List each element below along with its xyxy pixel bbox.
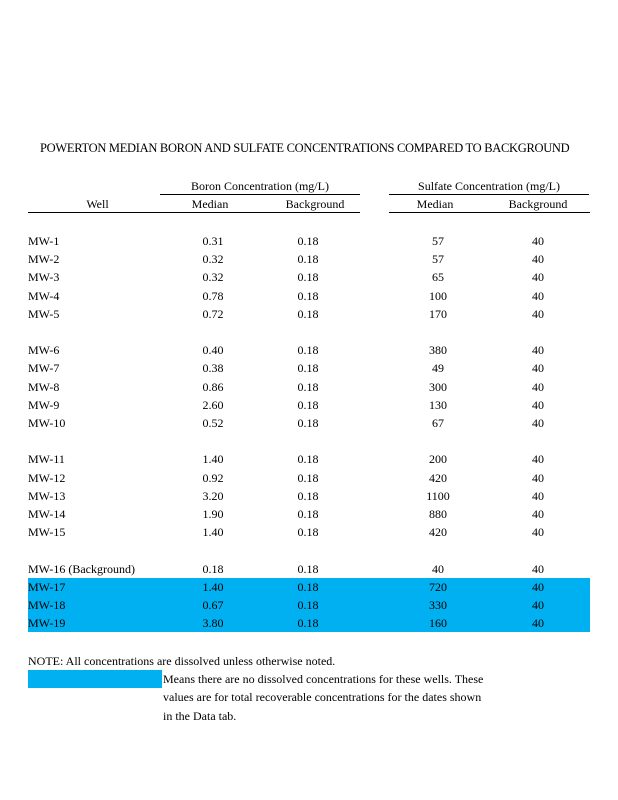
cell-sulfate-background: 40 — [532, 343, 544, 358]
cell-sulfate-background: 40 — [532, 616, 544, 631]
header-underline-right — [389, 212, 590, 213]
cell-boron-median: 0.32 — [202, 270, 224, 285]
cell-well: MW-16 (Background) — [28, 561, 135, 576]
cell-well: MW-1 — [28, 234, 60, 248]
cell-boron-background: 0.18 — [297, 507, 319, 521]
table-row — [28, 578, 590, 596]
cell-sulfate-median: 380 — [429, 343, 447, 358]
cell-sulfate-background: 40 — [532, 416, 544, 430]
cell-boron-median: 3.80 — [202, 616, 224, 631]
table-row — [28, 396, 590, 414]
cell-well: MW-8 — [28, 379, 60, 394]
cell-well: MW-6 — [28, 343, 60, 358]
cell-well: MW-2 — [28, 252, 60, 267]
cell-boron-median: 2.60 — [202, 397, 224, 412]
boron-background-header: Background — [285, 197, 345, 211]
cell-boron-background: 0.18 — [297, 361, 319, 376]
cell-sulfate-background: 40 — [532, 470, 544, 485]
cell-sulfate-median: 1100 — [426, 488, 450, 503]
cell-sulfate-background: 40 — [532, 306, 544, 321]
boron-median-header: Median — [191, 197, 229, 211]
cell-sulfate-background: 40 — [532, 452, 544, 467]
cell-boron-median: 1.90 — [202, 507, 224, 521]
cell-sulfate-background: 40 — [532, 525, 544, 540]
boron-group-header: Boron Concentration (mg/L) — [191, 179, 329, 193]
table-row — [28, 469, 590, 487]
cell-sulfate-background: 40 — [532, 234, 544, 248]
cell-sulfate-median: 420 — [429, 470, 447, 485]
cell-sulfate-background: 40 — [532, 288, 544, 303]
table-row — [28, 560, 590, 578]
cell-sulfate-median: 65 — [432, 270, 444, 285]
cell-sulfate-median: 880 — [429, 507, 447, 521]
cell-sulfate-median: 330 — [429, 598, 447, 612]
cell-well: MW-18 — [28, 598, 66, 612]
cell-boron-median: 0.72 — [202, 306, 224, 321]
table-row — [28, 359, 590, 377]
table-row — [28, 450, 590, 468]
cell-boron-background: 0.18 — [297, 561, 319, 576]
cell-boron-median: 0.31 — [202, 234, 224, 248]
cell-well: MW-17 — [28, 579, 66, 594]
legend-swatch — [28, 670, 162, 688]
table-row — [28, 287, 590, 305]
cell-boron-median: 0.92 — [202, 470, 224, 485]
table-row — [28, 505, 590, 523]
table-row — [28, 250, 590, 268]
cell-sulfate-median: 49 — [432, 361, 444, 376]
cell-sulfate-median: 170 — [429, 306, 447, 321]
header-underline-left — [28, 212, 360, 213]
cell-sulfate-median: 100 — [429, 288, 447, 303]
table-row — [28, 305, 590, 323]
boron-group-underline — [160, 194, 360, 195]
table-row — [28, 232, 590, 250]
well-header: Well — [86, 197, 109, 211]
cell-well: MW-13 — [28, 488, 66, 503]
cell-sulfate-median: 40 — [432, 561, 444, 576]
cell-well: MW-4 — [28, 288, 60, 303]
cell-sulfate-background: 40 — [532, 379, 544, 394]
legend-text-line: in the Data tab. — [163, 709, 237, 723]
cell-boron-median: 0.86 — [202, 379, 224, 394]
cell-boron-background: 0.18 — [297, 488, 319, 503]
cell-sulfate-median: 200 — [429, 452, 447, 467]
table-row — [28, 268, 590, 286]
cell-boron-median: 0.78 — [202, 288, 224, 303]
cell-boron-background: 0.18 — [297, 579, 319, 594]
table-row — [28, 341, 590, 359]
sulfate-group-header: Sulfate Concentration (mg/L) — [418, 179, 560, 193]
cell-well: MW-14 — [28, 507, 66, 521]
cell-sulfate-background: 40 — [532, 598, 544, 612]
cell-sulfate-median: 130 — [429, 397, 447, 412]
cell-sulfate-median: 160 — [429, 616, 447, 631]
cell-boron-median: 0.67 — [202, 598, 224, 612]
cell-sulfate-background: 40 — [532, 579, 544, 594]
cell-boron-background: 0.18 — [297, 616, 319, 631]
cell-sulfate-median: 300 — [429, 379, 447, 394]
cell-well: MW-10 — [28, 416, 66, 430]
cell-boron-median: 0.38 — [202, 361, 224, 376]
cell-boron-median: 1.40 — [202, 579, 224, 594]
cell-boron-background: 0.18 — [297, 252, 319, 267]
cell-boron-background: 0.18 — [297, 270, 319, 285]
cell-boron-background: 0.18 — [297, 288, 319, 303]
cell-sulfate-background: 40 — [532, 270, 544, 285]
cell-sulfate-background: 40 — [532, 361, 544, 376]
cell-boron-background: 0.18 — [297, 397, 319, 412]
table-row — [28, 487, 590, 505]
table-row — [28, 596, 590, 614]
cell-boron-median: 3.20 — [202, 488, 224, 503]
cell-sulfate-median: 67 — [432, 416, 444, 430]
sulfate-median-header: Median — [416, 197, 454, 211]
cell-sulfate-median: 720 — [429, 579, 447, 594]
cell-well: MW-5 — [28, 306, 60, 321]
cell-boron-background: 0.18 — [297, 343, 319, 358]
cell-sulfate-background: 40 — [532, 488, 544, 503]
cell-well: MW-11 — [28, 452, 65, 467]
cell-sulfate-background: 40 — [532, 397, 544, 412]
cell-boron-background: 0.18 — [297, 306, 319, 321]
cell-boron-background: 0.18 — [297, 470, 319, 485]
cell-boron-median: 0.18 — [202, 561, 224, 576]
cell-boron-background: 0.18 — [297, 598, 319, 612]
legend-text-line: Means there are no dissolved concentrations for these wells. These — [163, 672, 484, 686]
cell-sulfate-background: 40 — [532, 507, 544, 521]
sulfate-background-header: Background — [508, 197, 568, 211]
cell-boron-median: 1.40 — [202, 525, 224, 540]
sulfate-group-underline — [389, 194, 589, 195]
cell-boron-background: 0.18 — [297, 452, 319, 467]
cell-well: MW-9 — [28, 397, 60, 412]
cell-boron-background: 0.18 — [297, 234, 319, 248]
table-row — [28, 523, 590, 541]
cell-boron-median: 0.32 — [202, 252, 224, 267]
cell-sulfate-background: 40 — [532, 252, 544, 267]
legend-text-line: values are for total recoverable concentrations for the dates shown — [163, 690, 482, 704]
page-title: POWERTON MEDIAN BORON AND SULFATE CONCENTRATIONS COMPARED TO BACKGROUND — [40, 141, 570, 155]
cell-well: MW-19 — [28, 616, 66, 631]
cell-boron-median: 0.52 — [202, 416, 224, 430]
cell-sulfate-median: 420 — [429, 525, 447, 540]
cell-boron-background: 0.18 — [297, 416, 319, 430]
cell-boron-background: 0.18 — [297, 525, 319, 540]
table-row — [28, 614, 590, 632]
cell-sulfate-median: 57 — [432, 234, 444, 248]
table-row — [28, 378, 590, 396]
cell-sulfate-background: 40 — [532, 561, 544, 576]
cell-well: MW-3 — [28, 270, 60, 285]
table-row — [28, 414, 590, 432]
cell-well: MW-7 — [28, 361, 60, 376]
cell-boron-background: 0.18 — [297, 379, 319, 394]
note-text: NOTE: All concentrations are dissolved unless otherwise noted. — [28, 654, 336, 668]
cell-boron-median: 1.40 — [202, 452, 224, 467]
cell-well: MW-12 — [28, 470, 66, 485]
cell-sulfate-median: 57 — [432, 252, 444, 267]
cell-well: MW-15 — [28, 525, 66, 540]
cell-boron-median: 0.40 — [202, 343, 224, 358]
